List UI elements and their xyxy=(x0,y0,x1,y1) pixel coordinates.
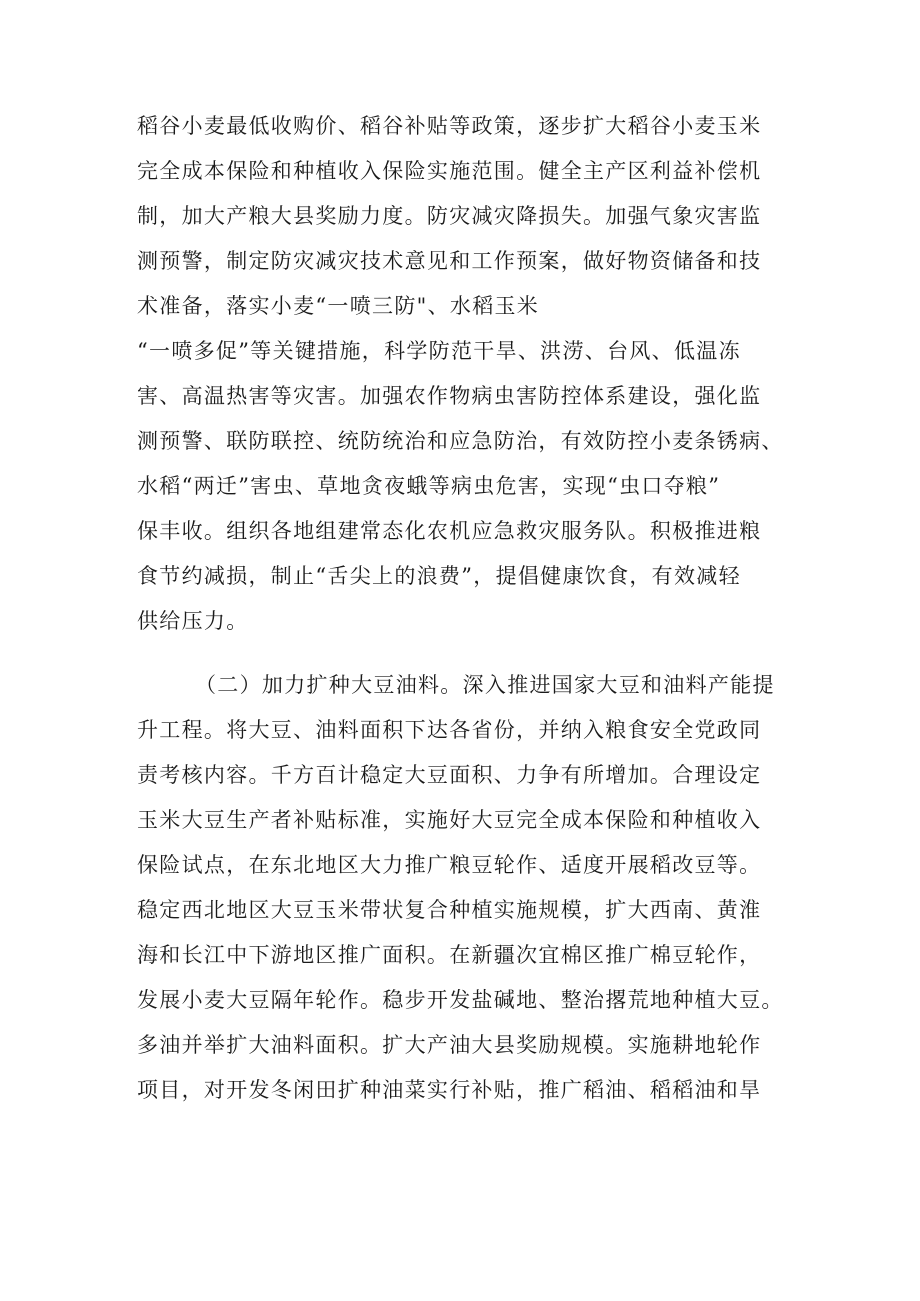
text-line: 发展小麦大豆隔年轮作。稳步开发盐碱地、整治撂荒地种植大豆。 xyxy=(137,988,784,1012)
text-line: 害、高温热害等灾害。加强农作物病虫害防控体系建设，强化监 xyxy=(137,384,762,408)
text-line: “一喷多促”等关键措施，科学防范干旱、洪涝、台风、低温冻 xyxy=(137,339,741,363)
text-line: 完全成本保险和种植收入保险实施范围。健全主产区利益补偿机 xyxy=(137,159,762,183)
text-line: 海和长江中下游地区推广面积。在新疆次宜棉区推广棉豆轮作， xyxy=(137,943,762,967)
text-line: 食节约减损，制止“舌尖上的浪费”，提倡健康饮食，有效减轻 xyxy=(137,564,741,588)
text-line: 玉米大豆生产者补贴标准，实施好大豆完全成本保险和种植收入 xyxy=(137,808,762,832)
section-heading-line: （二）加力扩种大豆油料。深入推进国家大豆和油料产能提 xyxy=(195,673,775,697)
text-line: 多油并举扩大油料面积。扩大产油大县奖励规模。实施耕地轮作 xyxy=(137,1033,762,1057)
text-line: 升工程。将大豆、油料面积下达各省份，并纳入粮食安全党政同 xyxy=(137,718,762,742)
text-line: 水稻“两迁”害虫、草地贪夜蛾等病虫危害，实现“虫口夺粮” xyxy=(137,474,721,498)
text-line: 测预警，制定防灾减灾技术意见和工作预案，做好物资储备和技 xyxy=(137,249,762,273)
text-line: 责考核内容。千方百计稳定大豆面积、力争有所增加。合理设定 xyxy=(137,763,762,787)
text-line: 测预警、联防联控、统防统治和应急防治，有效防控小麦条锈病、 xyxy=(137,429,784,453)
text-line: 保丰收。组织各地组建常态化农机应急救灾服务队。积极推进粮 xyxy=(137,519,762,543)
text-line: 项目，对开发冬闲田扩种油菜实行补贴，推广稻油、稻稻油和旱 xyxy=(137,1078,762,1102)
text-line: 稻谷小麦最低收购价、稻谷补贴等政策，逐步扩大稻谷小麦玉米 xyxy=(137,114,762,138)
text-line: 保险试点，在东北地区大力推广粮豆轮作、适度开展稻改豆等。 xyxy=(137,853,762,877)
text-line: 术准备，落实小麦“一喷三防"、水稻玉米 xyxy=(137,294,540,318)
text-line: 制，加大产粮大县奖励力度。防灾减灾降损失。加强气象灾害监 xyxy=(137,204,762,228)
text-line: 稳定西北地区大豆玉米带状复合种植实施规模，扩大西南、黄淮 xyxy=(137,898,762,922)
text-line: 供给压力。 xyxy=(137,609,249,633)
